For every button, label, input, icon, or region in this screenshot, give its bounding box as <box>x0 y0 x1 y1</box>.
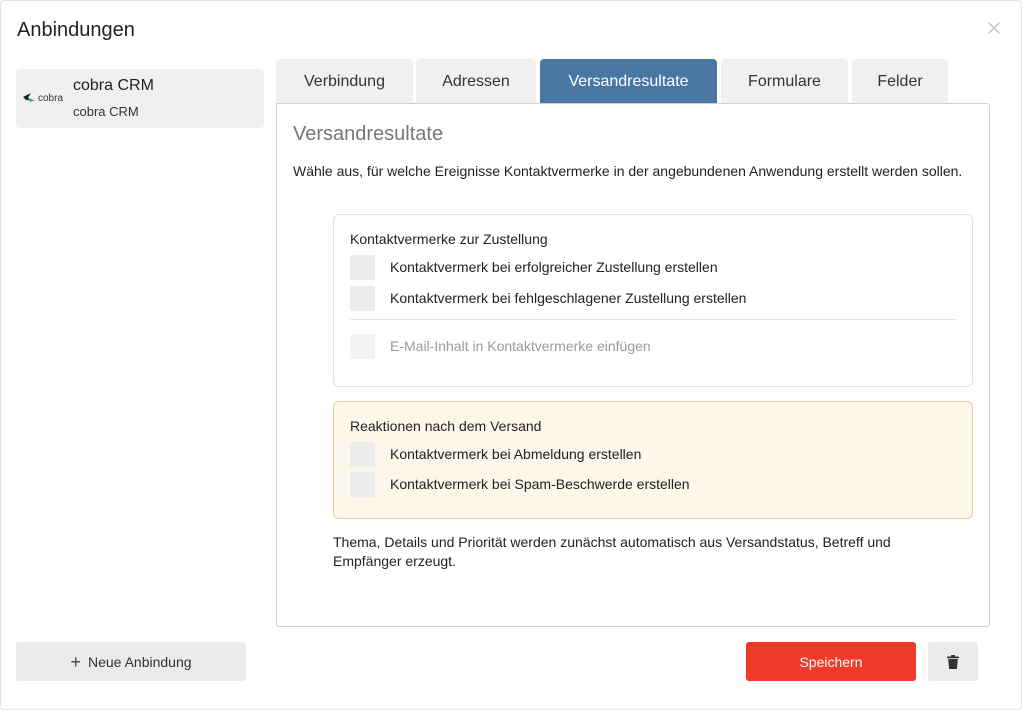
delete-button[interactable] <box>928 642 978 681</box>
tab-felder[interactable] <box>852 59 948 104</box>
tab-panel-versandresultate <box>276 103 990 627</box>
sidebar-item-subtitle: cobra CRM <box>73 104 139 119</box>
reactions-section <box>333 401 973 519</box>
checkbox-label: E-Mail-Inhalt in Kontaktvermerke einfügen <box>390 338 651 354</box>
checkbox-label: Kontaktvermerk bei Spam-Beschwerde erstellen <box>390 476 690 492</box>
checkbox-success-delivery-box[interactable] <box>350 255 375 280</box>
tab-label: Formulare <box>748 72 821 90</box>
sidebar-item-name: cobra CRM <box>73 77 154 94</box>
checkbox-spam-complaint-box[interactable] <box>350 472 375 497</box>
plus-icon: + <box>70 651 81 672</box>
panel-title: Versandresultate <box>293 123 444 145</box>
checkbox-success-delivery[interactable] <box>350 255 718 279</box>
delivery-section <box>333 214 973 387</box>
tab-verbindung[interactable] <box>276 59 413 104</box>
trash-icon <box>947 655 959 669</box>
checkbox-label: Kontaktvermerk bei erfolgreicher Zustellung erstellen <box>390 259 718 275</box>
tab-versandresultate[interactable] <box>540 59 717 104</box>
checkbox-failed-delivery-box[interactable] <box>350 286 375 311</box>
checkbox-label: Kontaktvermerk bei Abmeldung erstellen <box>390 446 642 462</box>
checkbox-include-email-content-box <box>350 334 375 359</box>
close-icon[interactable] <box>985 19 1003 37</box>
tab-adressen[interactable] <box>416 59 536 104</box>
sidebar-item-cobra-crm[interactable] <box>16 69 264 128</box>
cobra-logo-icon <box>22 89 68 107</box>
checkbox-spam-complaint[interactable] <box>350 472 690 496</box>
section-divider <box>350 319 956 320</box>
checkbox-failed-delivery[interactable] <box>350 286 746 310</box>
panel-description: Wähle aus, für welche Ereignisse Kontaktvermerke in der angebundenen Anwendung erstellt werden sollen. <box>293 163 963 179</box>
tab-label: Verbindung <box>304 72 385 90</box>
tab-formulare[interactable] <box>721 59 848 104</box>
dialog-title: Anbindungen <box>17 19 135 41</box>
tab-label: Felder <box>877 72 923 90</box>
tab-label: Adressen <box>442 72 510 90</box>
checkbox-unsubscribe[interactable] <box>350 442 641 466</box>
new-connection-button[interactable] <box>16 642 246 681</box>
checkbox-include-email-content <box>350 334 651 358</box>
reactions-section-title: Reaktionen nach dem Versand <box>350 418 542 434</box>
checkbox-unsubscribe-box[interactable] <box>350 442 375 467</box>
logo-text: cobra <box>38 92 64 104</box>
new-connection-label: Neue Anbindung <box>87 653 192 670</box>
save-button[interactable] <box>746 642 916 681</box>
tab-label: Versandresultate <box>568 72 689 90</box>
panel-footnote: Thema, Details und Priorität werden zunächst automatisch aus Versandstatus, Betreff und Empfänger erzeugt. <box>333 534 891 569</box>
save-button-label: Speichern <box>799 653 863 670</box>
delivery-section-title: Kontaktvermerke zur Zustellung <box>350 231 548 247</box>
checkbox-label: Kontaktvermerk bei fehlgeschlagener Zustellung erstellen <box>390 290 747 306</box>
